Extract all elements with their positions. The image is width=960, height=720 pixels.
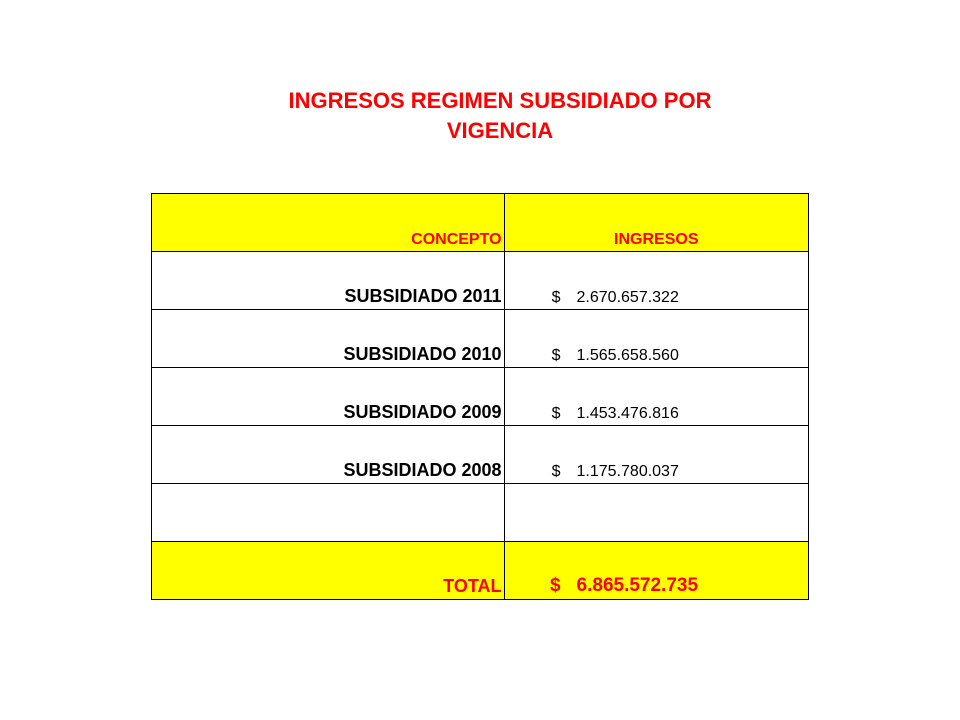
empty-cell bbox=[152, 484, 505, 542]
table-header-row bbox=[152, 194, 809, 252]
total-label: TOTAL bbox=[152, 542, 505, 600]
table-row bbox=[152, 368, 809, 426]
currency-symbol: $ bbox=[551, 347, 561, 364]
row-ingresos bbox=[504, 426, 808, 484]
currency-symbol: $ bbox=[551, 405, 561, 422]
table-row bbox=[152, 426, 809, 484]
row-concepto: SUBSIDIADO 2008 bbox=[152, 426, 505, 484]
table-row bbox=[152, 252, 809, 310]
total-amount bbox=[504, 542, 808, 600]
amount-value: 1.565.658.560 bbox=[576, 347, 679, 364]
currency-symbol: $ bbox=[551, 289, 561, 306]
title-line-2: VIGENCIA bbox=[446, 118, 554, 143]
amount-value: 2.670.657.322 bbox=[576, 289, 679, 306]
row-concepto: SUBSIDIADO 2009 bbox=[152, 368, 505, 426]
row-ingresos bbox=[504, 310, 808, 368]
amount-value: 1.453.476.816 bbox=[576, 405, 679, 422]
row-concepto: SUBSIDIADO 2010 bbox=[152, 310, 505, 368]
table-row bbox=[152, 310, 809, 368]
header-ingresos: INGRESOS bbox=[504, 194, 808, 252]
page-title bbox=[200, 86, 800, 146]
row-concepto: SUBSIDIADO 2011 bbox=[152, 252, 505, 310]
currency-symbol: $ bbox=[549, 575, 561, 596]
empty-cell bbox=[504, 484, 808, 542]
amount-value: 1.175.780.037 bbox=[576, 463, 679, 480]
total-row bbox=[152, 542, 809, 600]
income-table bbox=[151, 193, 809, 600]
row-ingresos bbox=[504, 368, 808, 426]
currency-symbol: $ bbox=[551, 463, 561, 480]
amount-value: 6.865.572.735 bbox=[576, 575, 699, 596]
row-ingresos bbox=[504, 252, 808, 310]
empty-row bbox=[152, 484, 809, 542]
header-concepto: CONCEPTO bbox=[152, 194, 505, 252]
title-line-1: INGRESOS REGIMEN SUBSIDIADO POR bbox=[288, 88, 712, 113]
